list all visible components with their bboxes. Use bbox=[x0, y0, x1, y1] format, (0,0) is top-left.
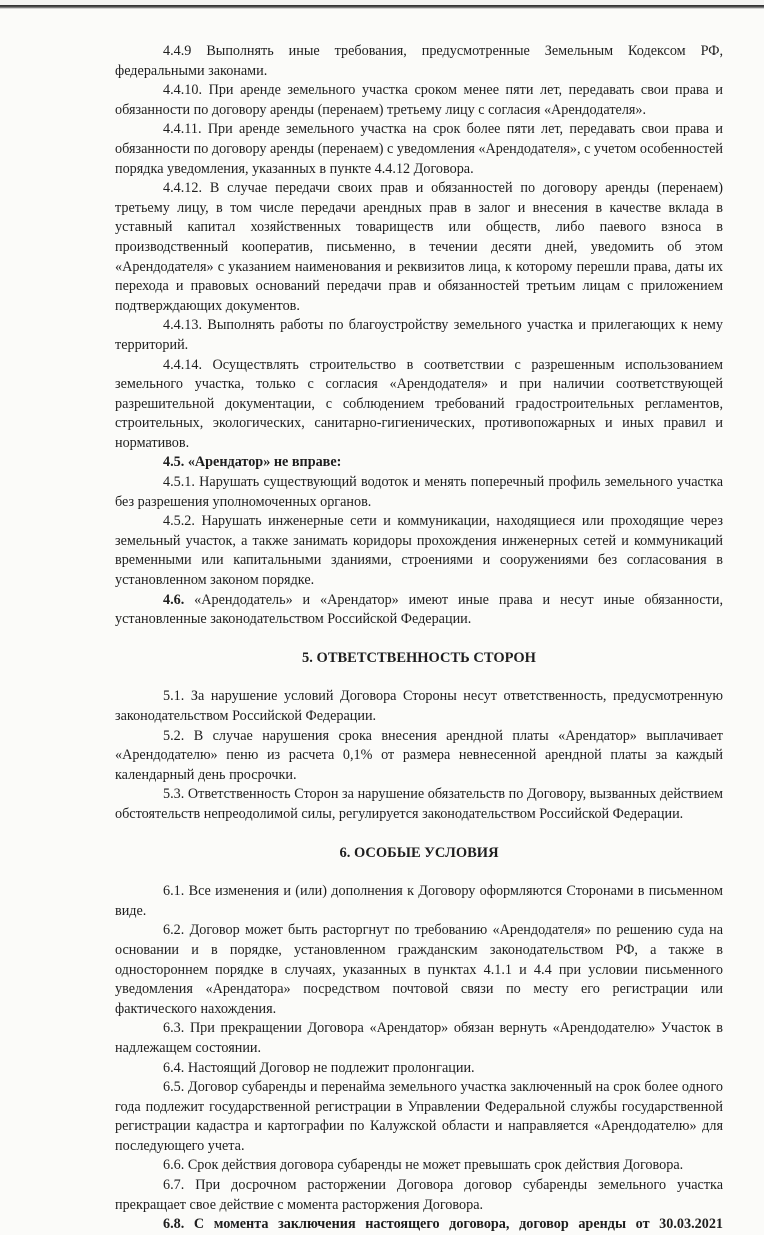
clause-text: «Арендодатель» и «Арендатор» имеют иные права и несут иные обязанности, установленные законодательством Российской Федерации. bbox=[115, 591, 724, 628]
clause-4-6 bbox=[115, 591, 723, 630]
clause-text: Выполнять иные требования, предусмотренные Земельным Кодексом РФ, федеральными законами. bbox=[115, 43, 724, 79]
document-page bbox=[115, 42, 723, 1235]
clause-number: 5.1. bbox=[163, 688, 185, 705]
clause-text: В случае передачи своих прав и обязанностей по договору аренды (перенаем) третьему лицу, в том числе передачи арендных прав в залог и внесения в качестве вклада в уставный капитал хозяйственных товариществ или обществ, либо паевого взноса в производственный кооператив, письменно, в течении десяти дней, уведомить об этом «Арендодателя» с указанием наименования и реквизитов лица, к которому перешли права, даты их перехода и правовых оснований передачи прав и обязанностей третьим лицам с приложением подтверждающих документов. bbox=[115, 180, 723, 314]
clause-number: 6.4. bbox=[163, 1059, 185, 1076]
clause-number: 4.4.9 bbox=[163, 43, 192, 59]
clause-6-6 bbox=[115, 1156, 723, 1176]
clause-text: При прекращении Договора «Арендатор» обязан вернуть «Арендодателю» Участок в надлежащем состоянии. bbox=[115, 1020, 723, 1056]
clause-text: Осуществлять строительство в соответствии с разрешенным использованием земельного участка, только с согласия «Арендодателя» и при наличии соответствующей разрешительной документации, с соблюдением требований градостроительных регламентов, строительных, экологических, санитарно-гигиенических, противопожарных и иных правил и нормативов. bbox=[115, 356, 723, 451]
clause-5-2 bbox=[115, 727, 723, 786]
clause-text: Договор может быть расторгнут по требованию «Арендодателя» по решению суда на основании и в порядке, установленном гражданским законодательством РФ, а также в одностороннем порядке в случаях, указанных в пунктах 4.1.1 и 4.4 при условии письменного уведомления «Арендатора» посредством почтовой связи по месту его регистрации или фактического нахождения. bbox=[115, 922, 723, 1017]
clause-number: 4.4.13. bbox=[163, 317, 203, 334]
clause-6-4 bbox=[115, 1059, 723, 1079]
clause-text: Нарушать существующий водоток и менять поперечный профиль земельного участка без разрешения уполномоченных органов. bbox=[115, 474, 723, 510]
clause-text: При аренде земельного участка сроком менее пяти лет, передавать свои права и обязанности по договору аренды (перенаем) третьему лицу с согласия «Арендодателя». bbox=[115, 82, 723, 118]
scan-edge bbox=[0, 0, 764, 10]
clause-text: При досрочном расторжении Договора договор субаренды земельного участка прекращает свое действие с момента расторжения Договора. bbox=[115, 1177, 724, 1213]
clause-5-1 bbox=[115, 687, 723, 726]
clause-number: 6.5. bbox=[163, 1079, 185, 1096]
clause-text: Все изменения и (или) дополнения к Договору оформляются Сторонами в письменном виде. bbox=[115, 883, 724, 919]
clause-4-4-13 bbox=[115, 316, 723, 355]
clause-6-7 bbox=[115, 1176, 723, 1215]
clause-4-4-11 bbox=[115, 120, 723, 179]
subheading-4-5: 4.5. «Арендатор» не вправе: bbox=[163, 454, 342, 471]
clause-text: В случае нарушения срока внесения арендной платы «Арендатор» выплачивает «Арендодателю» пеню из расчета 0,1% от размера невнесенной арендной платы за каждый календарный день просрочки. bbox=[115, 727, 723, 783]
clause-4-4-12 bbox=[115, 179, 723, 316]
clause-6-2 bbox=[115, 921, 723, 1019]
section-5-heading: 5. ОТВЕТСТВЕННОСТЬ СТОРОН bbox=[302, 649, 536, 666]
clause-6-3 bbox=[115, 1019, 723, 1058]
clause-text: Настоящий Договор не подлежит пролонгации. bbox=[187, 1059, 475, 1076]
clause-6-8 bbox=[115, 1215, 723, 1235]
clause-number: 6.7. bbox=[163, 1177, 185, 1194]
clause-number: 6.3. bbox=[163, 1020, 185, 1037]
clause-6-5 bbox=[115, 1078, 723, 1156]
clause-number: 4.5.2. bbox=[163, 513, 195, 530]
clause-text: Выполнять работы по благоустройству земельного участка и прилегающих к нему территорий. bbox=[115, 317, 724, 353]
clause-text: С момента заключения настоящего договора, договор аренды от 30.03.2021 bbox=[193, 1216, 724, 1233]
clause-4-5-1 bbox=[115, 473, 723, 512]
clause-6-1 bbox=[115, 882, 723, 921]
clause-number: 6.8. bbox=[163, 1216, 185, 1233]
clause-text: При аренде земельного участка на срок более пяти лет, передавать свои права и обязанности по договору аренды (перенаем) с уведомления «Арендодателя», с учетом особенностей порядка уведомления, указанных в пункте 4.4.12 Договора. bbox=[115, 121, 723, 177]
clause-number: 6.6. bbox=[163, 1157, 185, 1174]
clause-number: 4.4.14. bbox=[163, 356, 203, 373]
clause-text: Ответственность Сторон за нарушение обязательств по Договору, вызванных действием обстоятельств непреодолимой силы, регулируется законодательством Российской Федерации. bbox=[115, 786, 723, 822]
clause-number: 6.1. bbox=[163, 883, 185, 900]
clause-4-4-9 bbox=[115, 42, 723, 81]
section-6-heading: 6. ОСОБЫЕ УСЛОВИЯ bbox=[339, 844, 499, 861]
clause-text: Договор субаренды и перенайма земельного участка заключенный на срок более одного года подлежит государственной регистрации в Управлении Федеральной службы государственной регистрации кадастра и картографии по Калужской области и направляется «Арендодателю» для последующего учета. bbox=[115, 1079, 724, 1154]
clause-5-3 bbox=[115, 785, 723, 824]
clause-text: За нарушение условий Договора Стороны несут ответственность, предусмотренную законодательством Российской Федерации. bbox=[115, 688, 723, 724]
clause-4-5-2 bbox=[115, 512, 723, 590]
clause-number: 5.2. bbox=[163, 727, 185, 744]
clause-number: 4.4.12. bbox=[163, 180, 203, 197]
clause-text: Срок действия договора субаренды не может превышать срок действия Договора. bbox=[187, 1157, 684, 1174]
clause-number: 5.3. bbox=[163, 786, 185, 803]
clause-number: 4.5.1. bbox=[163, 474, 195, 491]
clause-number: 4.4.10. bbox=[163, 82, 203, 99]
clause-4-4-14 bbox=[115, 356, 723, 454]
clause-number: 4.6. bbox=[163, 591, 185, 608]
clause-number: 4.4.11. bbox=[163, 121, 202, 138]
clause-4-4-10 bbox=[115, 81, 723, 120]
clause-text: Нарушать инженерные сети и коммуникации, находящиеся или проходящие через земельный участок, а также занимать коридоры прохождения инженерных сетей и коммуникаций временными или капитальными зданиями, строениями и сооружениями без согласования в установленном законом порядке. bbox=[115, 513, 724, 589]
clause-number: 6.2. bbox=[163, 922, 185, 939]
